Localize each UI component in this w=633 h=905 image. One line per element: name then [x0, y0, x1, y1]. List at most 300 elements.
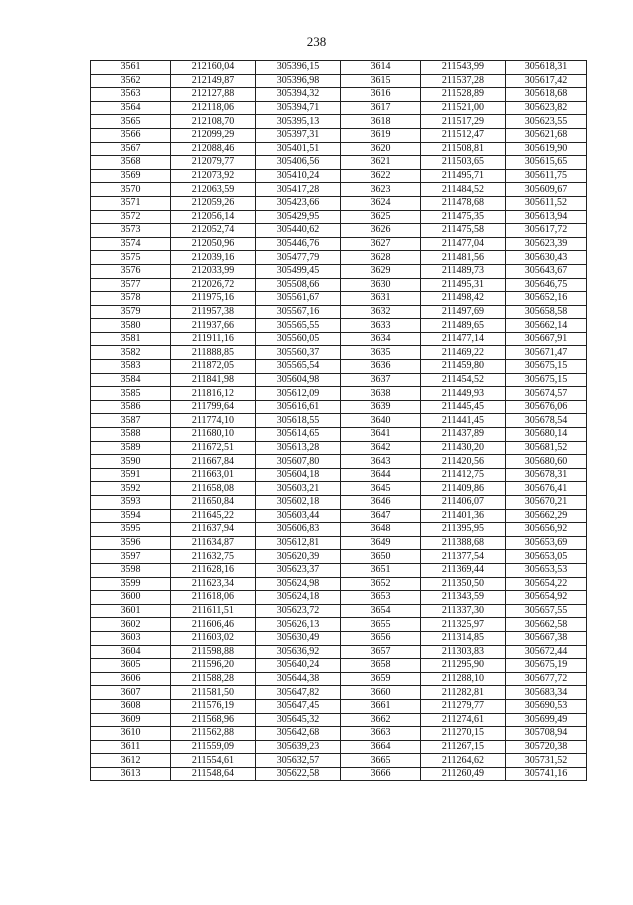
- table-cell: 3587: [91, 414, 171, 428]
- table-cell: 211337,30: [421, 604, 506, 618]
- table-cell: 211449,93: [421, 387, 506, 401]
- table-cell: 3637: [341, 373, 421, 387]
- table-cell: 211841,98: [171, 373, 256, 387]
- table-cell: 305603,21: [256, 482, 341, 496]
- table-cell: 3596: [91, 536, 171, 550]
- table-cell: 305603,44: [256, 509, 341, 523]
- table-cell: 3583: [91, 360, 171, 374]
- table-cell: 305647,82: [256, 686, 341, 700]
- table-cell: 3569: [91, 169, 171, 183]
- table-cell: 305670,21: [506, 496, 587, 510]
- table-cell: 3599: [91, 577, 171, 591]
- table-row: [91, 536, 587, 550]
- table-cell: 3627: [341, 237, 421, 251]
- table-cell: 3610: [91, 727, 171, 741]
- table-cell: 305604,18: [256, 468, 341, 482]
- table-cell: 305662,58: [506, 618, 587, 632]
- table-row: [91, 305, 587, 319]
- table-row: [91, 740, 587, 754]
- table-row: [91, 496, 587, 510]
- table-cell: 305658,58: [506, 305, 587, 319]
- table-row: [91, 604, 587, 618]
- table-cell: 3613: [91, 767, 171, 781]
- table-cell: 211957,38: [171, 305, 256, 319]
- table-cell: 211267,15: [421, 740, 506, 754]
- table-cell: 305646,75: [506, 278, 587, 292]
- table-cell: 305394,71: [256, 101, 341, 115]
- table-cell: 3615: [341, 74, 421, 88]
- table-cell: 211637,94: [171, 523, 256, 537]
- table-cell: 3653: [341, 591, 421, 605]
- table-cell: 211888,85: [171, 346, 256, 360]
- table-cell: 211325,97: [421, 618, 506, 632]
- table-row: [91, 509, 587, 523]
- table-cell: 212149,87: [171, 74, 256, 88]
- table-cell: 305446,76: [256, 237, 341, 251]
- table-row: [91, 264, 587, 278]
- table-cell: 211498,42: [421, 292, 506, 306]
- table-cell: 3648: [341, 523, 421, 537]
- table-row: [91, 468, 587, 482]
- table-cell: 305675,15: [506, 373, 587, 387]
- table-cell: 305662,29: [506, 509, 587, 523]
- table-cell: 305410,24: [256, 169, 341, 183]
- table-cell: 3605: [91, 659, 171, 673]
- table-cell: 211497,69: [421, 305, 506, 319]
- table-cell: 3568: [91, 156, 171, 170]
- table-cell: 211377,54: [421, 550, 506, 564]
- table-cell: 3600: [91, 591, 171, 605]
- table-cell: 3649: [341, 536, 421, 550]
- table-cell: 305623,39: [506, 237, 587, 251]
- table-cell: 305406,56: [256, 156, 341, 170]
- table-cell: 3602: [91, 618, 171, 632]
- table-cell: 3632: [341, 305, 421, 319]
- table-cell: 3618: [341, 115, 421, 129]
- table-cell: 3633: [341, 319, 421, 333]
- table-cell: 3628: [341, 251, 421, 265]
- table-cell: 3607: [91, 686, 171, 700]
- table-cell: 211478,68: [421, 196, 506, 210]
- table-cell: 211274,61: [421, 713, 506, 727]
- table-cell: 211477,04: [421, 237, 506, 251]
- table-cell: 305623,82: [506, 101, 587, 115]
- table-cell: 3611: [91, 740, 171, 754]
- table-cell: 305708,94: [506, 727, 587, 741]
- table-row: [91, 210, 587, 224]
- table-cell: 3595: [91, 523, 171, 537]
- table-cell: 211645,22: [171, 509, 256, 523]
- table-row: [91, 645, 587, 659]
- table-cell: 305674,57: [506, 387, 587, 401]
- table-cell: 305499,45: [256, 264, 341, 278]
- table-cell: 211517,29: [421, 115, 506, 129]
- table-cell: 212088,46: [171, 142, 256, 156]
- table-cell: 3589: [91, 441, 171, 455]
- table-cell: 212079,77: [171, 156, 256, 170]
- table-cell: 305560,37: [256, 346, 341, 360]
- table-cell: 305653,05: [506, 550, 587, 564]
- table-cell: 305560,05: [256, 332, 341, 346]
- table-cell: 3614: [341, 61, 421, 75]
- table-cell: 305681,52: [506, 441, 587, 455]
- table-cell: 3629: [341, 264, 421, 278]
- table-cell: 305676,06: [506, 400, 587, 414]
- table-cell: 212099,29: [171, 128, 256, 142]
- table-cell: 305604,98: [256, 373, 341, 387]
- table-cell: 305676,41: [506, 482, 587, 496]
- table-cell: 305623,72: [256, 604, 341, 618]
- table-cell: 3644: [341, 468, 421, 482]
- table-row: [91, 196, 587, 210]
- table-cell: 305611,52: [506, 196, 587, 210]
- table-cell: 211603,02: [171, 631, 256, 645]
- table-row: [91, 482, 587, 496]
- table-cell: 211774,10: [171, 414, 256, 428]
- table-row: [91, 319, 587, 333]
- table-cell: 305394,32: [256, 88, 341, 102]
- table-cell: 305440,62: [256, 224, 341, 238]
- table-cell: 305667,91: [506, 332, 587, 346]
- table-cell: 3609: [91, 713, 171, 727]
- table-cell: 3651: [341, 563, 421, 577]
- table-cell: 3646: [341, 496, 421, 510]
- table-row: [91, 278, 587, 292]
- table-cell: 3645: [341, 482, 421, 496]
- table-cell: 212073,92: [171, 169, 256, 183]
- table-cell: 3635: [341, 346, 421, 360]
- table-cell: 211343,59: [421, 591, 506, 605]
- table-row: [91, 577, 587, 591]
- table-row: [91, 115, 587, 129]
- table-cell: 211658,08: [171, 482, 256, 496]
- table-cell: 3565: [91, 115, 171, 129]
- table-cell: 3585: [91, 387, 171, 401]
- table-cell: 211680,10: [171, 428, 256, 442]
- table-cell: 211799,64: [171, 400, 256, 414]
- table-cell: 3650: [341, 550, 421, 564]
- table-cell: 211303,83: [421, 645, 506, 659]
- table-cell: 212127,88: [171, 88, 256, 102]
- table-cell: 211260,49: [421, 767, 506, 781]
- table-cell: 305624,18: [256, 591, 341, 605]
- coordinates-table: [90, 60, 587, 781]
- table-row: [91, 550, 587, 564]
- table-cell: 3647: [341, 509, 421, 523]
- table-cell: 305623,37: [256, 563, 341, 577]
- table-cell: 3566: [91, 128, 171, 142]
- table-cell: 3593: [91, 496, 171, 510]
- table-row: [91, 699, 587, 713]
- table-cell: 3664: [341, 740, 421, 754]
- table-row: [91, 441, 587, 455]
- table-cell: 211598,88: [171, 645, 256, 659]
- table-row: [91, 142, 587, 156]
- table-cell: 305720,38: [506, 740, 587, 754]
- table-cell: 211484,52: [421, 183, 506, 197]
- table-cell: 3658: [341, 659, 421, 673]
- table-cell: 3576: [91, 264, 171, 278]
- table-cell: 305619,90: [506, 142, 587, 156]
- table-cell: 212160,04: [171, 61, 256, 75]
- table-cell: 3630: [341, 278, 421, 292]
- table-cell: 305620,39: [256, 550, 341, 564]
- table-cell: 3574: [91, 237, 171, 251]
- table-cell: 305612,09: [256, 387, 341, 401]
- table-cell: 3620: [341, 142, 421, 156]
- table-cell: 3601: [91, 604, 171, 618]
- table-cell: 211459,80: [421, 360, 506, 374]
- table-cell: 211469,22: [421, 346, 506, 360]
- table-cell: 212059,26: [171, 196, 256, 210]
- table-row: [91, 414, 587, 428]
- table-row: [91, 373, 587, 387]
- table-cell: 211395,95: [421, 523, 506, 537]
- table-cell: 211911,16: [171, 332, 256, 346]
- table-cell: 305565,55: [256, 319, 341, 333]
- table-cell: 3590: [91, 455, 171, 469]
- table-cell: 305653,53: [506, 563, 587, 577]
- table-cell: 211489,73: [421, 264, 506, 278]
- table-cell: 3563: [91, 88, 171, 102]
- table-cell: 3608: [91, 699, 171, 713]
- table-cell: 305561,67: [256, 292, 341, 306]
- table-cell: 211369,44: [421, 563, 506, 577]
- table-cell: 211606,46: [171, 618, 256, 632]
- table-row: [91, 400, 587, 414]
- table-cell: 211576,19: [171, 699, 256, 713]
- table-cell: 211409,86: [421, 482, 506, 496]
- table-cell: 305690,53: [506, 699, 587, 713]
- table-cell: 3586: [91, 400, 171, 414]
- table-row: [91, 713, 587, 727]
- table-row: [91, 727, 587, 741]
- table-cell: 212033,99: [171, 264, 256, 278]
- table-cell: 305656,92: [506, 523, 587, 537]
- table-cell: 211264,62: [421, 754, 506, 768]
- table-cell: 211937,66: [171, 319, 256, 333]
- table-cell: 211512,47: [421, 128, 506, 142]
- table-cell: 211623,34: [171, 577, 256, 591]
- table-cell: 211537,28: [421, 74, 506, 88]
- table-cell: 305617,72: [506, 224, 587, 238]
- table-row: [91, 128, 587, 142]
- table-cell: 3612: [91, 754, 171, 768]
- table-cell: 211430,20: [421, 441, 506, 455]
- table-row: [91, 169, 587, 183]
- table-cell: 3606: [91, 672, 171, 686]
- table-cell: 305678,54: [506, 414, 587, 428]
- table-row: [91, 686, 587, 700]
- table-cell: 305680,14: [506, 428, 587, 442]
- table-cell: 211559,09: [171, 740, 256, 754]
- table-cell: 305671,47: [506, 346, 587, 360]
- table-row: [91, 631, 587, 645]
- table-cell: 211632,75: [171, 550, 256, 564]
- table-row: [91, 754, 587, 768]
- table-cell: 3654: [341, 604, 421, 618]
- table-row: [91, 428, 587, 442]
- table-row: [91, 563, 587, 577]
- table-row: [91, 224, 587, 238]
- table-cell: 3578: [91, 292, 171, 306]
- table-cell: 305636,92: [256, 645, 341, 659]
- table-cell: 305680,60: [506, 455, 587, 469]
- table-cell: 3564: [91, 101, 171, 115]
- table-cell: 3657: [341, 645, 421, 659]
- table-cell: 305609,67: [506, 183, 587, 197]
- table-cell: 3598: [91, 563, 171, 577]
- table-cell: 3622: [341, 169, 421, 183]
- table-cell: 3591: [91, 468, 171, 482]
- table-cell: 305423,66: [256, 196, 341, 210]
- table-cell: 305613,94: [506, 210, 587, 224]
- table-cell: 3641: [341, 428, 421, 442]
- table-cell: 305654,22: [506, 577, 587, 591]
- table-row: [91, 523, 587, 537]
- table-cell: 211503,65: [421, 156, 506, 170]
- table-cell: 3639: [341, 400, 421, 414]
- table-cell: 305622,58: [256, 767, 341, 781]
- table-cell: 211279,77: [421, 699, 506, 713]
- table-cell: 305397,31: [256, 128, 341, 142]
- table-cell: 305654,92: [506, 591, 587, 605]
- table-cell: 305643,67: [506, 264, 587, 278]
- table-cell: 3624: [341, 196, 421, 210]
- table-cell: 305396,15: [256, 61, 341, 75]
- table-row: [91, 618, 587, 632]
- table-cell: 3581: [91, 332, 171, 346]
- table-cell: 211975,16: [171, 292, 256, 306]
- table-cell: 3571: [91, 196, 171, 210]
- table-cell: 3625: [341, 210, 421, 224]
- table-cell: 305602,18: [256, 496, 341, 510]
- page-number: 238: [306, 34, 327, 49]
- table-row: [91, 61, 587, 75]
- table-cell: 3631: [341, 292, 421, 306]
- table-cell: 3621: [341, 156, 421, 170]
- table-cell: 305677,72: [506, 672, 587, 686]
- table-cell: 3580: [91, 319, 171, 333]
- table-cell: 305617,42: [506, 74, 587, 88]
- table-cell: 3570: [91, 183, 171, 197]
- table-cell: 305645,32: [256, 713, 341, 727]
- table-cell: 211401,36: [421, 509, 506, 523]
- table-cell: 305678,31: [506, 468, 587, 482]
- table-cell: 3616: [341, 88, 421, 102]
- table-cell: 211872,05: [171, 360, 256, 374]
- table-cell: 305401,51: [256, 142, 341, 156]
- table-cell: 305699,49: [506, 713, 587, 727]
- table-cell: 305624,98: [256, 577, 341, 591]
- table-cell: 305644,38: [256, 672, 341, 686]
- table-cell: 211508,81: [421, 142, 506, 156]
- table-cell: 3656: [341, 631, 421, 645]
- table-cell: 211495,31: [421, 278, 506, 292]
- table-row: [91, 101, 587, 115]
- table-cell: 211454,52: [421, 373, 506, 387]
- table-cell: 305675,15: [506, 360, 587, 374]
- table-cell: 305675,19: [506, 659, 587, 673]
- table-cell: 211437,89: [421, 428, 506, 442]
- table-row: [91, 292, 587, 306]
- table-cell: 211481,56: [421, 251, 506, 265]
- table-cell: 3642: [341, 441, 421, 455]
- table-cell: 211611,51: [171, 604, 256, 618]
- table-cell: 212052,74: [171, 224, 256, 238]
- table-cell: 3636: [341, 360, 421, 374]
- table-cell: 212050,96: [171, 237, 256, 251]
- table-cell: 3626: [341, 224, 421, 238]
- table-row: [91, 183, 587, 197]
- table-cell: 211495,71: [421, 169, 506, 183]
- table-cell: 305630,43: [506, 251, 587, 265]
- table-cell: 305657,55: [506, 604, 587, 618]
- table-cell: 3661: [341, 699, 421, 713]
- table-cell: 211628,16: [171, 563, 256, 577]
- table-cell: 212118,06: [171, 101, 256, 115]
- table-cell: 3666: [341, 767, 421, 781]
- table-cell: 305672,44: [506, 645, 587, 659]
- table-cell: 305417,28: [256, 183, 341, 197]
- table-row: [91, 455, 587, 469]
- table-cell: 3562: [91, 74, 171, 88]
- table-cell: 211588,28: [171, 672, 256, 686]
- table-row: [91, 251, 587, 265]
- table-cell: 211270,15: [421, 727, 506, 741]
- table-cell: 3643: [341, 455, 421, 469]
- table-cell: 211477,14: [421, 332, 506, 346]
- table-cell: 212039,16: [171, 251, 256, 265]
- table-cell: 212063,59: [171, 183, 256, 197]
- table-row: [91, 346, 587, 360]
- table-cell: 211562,88: [171, 727, 256, 741]
- table-row: [91, 672, 587, 686]
- table-cell: 305667,38: [506, 631, 587, 645]
- table-cell: 305611,75: [506, 169, 587, 183]
- table-cell: 211445,45: [421, 400, 506, 414]
- table-cell: 211412,75: [421, 468, 506, 482]
- table-cell: 3584: [91, 373, 171, 387]
- table-cell: 305618,68: [506, 88, 587, 102]
- table-cell: 305632,57: [256, 754, 341, 768]
- table-cell: 3663: [341, 727, 421, 741]
- table-cell: 305626,13: [256, 618, 341, 632]
- table-cell: 305618,55: [256, 414, 341, 428]
- table-cell: 305607,80: [256, 455, 341, 469]
- table-row: [91, 74, 587, 88]
- table-cell: 211406,07: [421, 496, 506, 510]
- table-cell: 3582: [91, 346, 171, 360]
- table-cell: 211554,61: [171, 754, 256, 768]
- table-cell: 3588: [91, 428, 171, 442]
- table-cell: 3597: [91, 550, 171, 564]
- table-cell: 3660: [341, 686, 421, 700]
- table-cell: 305616,61: [256, 400, 341, 414]
- table-cell: 211388,68: [421, 536, 506, 550]
- table-cell: 305623,55: [506, 115, 587, 129]
- table-cell: 212108,70: [171, 115, 256, 129]
- table-cell: 211528,89: [421, 88, 506, 102]
- table-row: [91, 591, 587, 605]
- table-cell: 211314,85: [421, 631, 506, 645]
- table-cell: 3603: [91, 631, 171, 645]
- table-cell: 305612,81: [256, 536, 341, 550]
- table-row: [91, 237, 587, 251]
- table-cell: 3665: [341, 754, 421, 768]
- table-cell: 3640: [341, 414, 421, 428]
- table-cell: 3617: [341, 101, 421, 115]
